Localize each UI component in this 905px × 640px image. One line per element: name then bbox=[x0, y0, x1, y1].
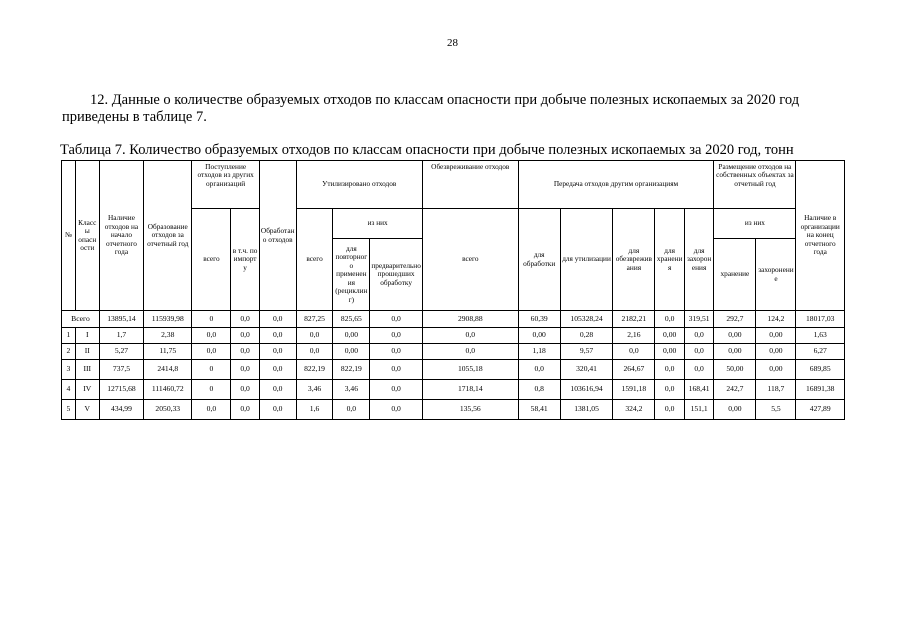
row-num: 1 bbox=[62, 328, 76, 344]
header-class: Классы опасности bbox=[75, 161, 99, 311]
intro-paragraph bbox=[62, 92, 852, 126]
table-cell: 0,00 bbox=[714, 344, 756, 360]
table-cell: 0,0 bbox=[370, 400, 423, 420]
table-cell: 0,0 bbox=[259, 400, 296, 420]
row-class: V bbox=[75, 400, 99, 420]
table-cell: 105328,24 bbox=[560, 311, 613, 328]
header-received-total: всего bbox=[192, 209, 231, 311]
table-cell: 0,8 bbox=[518, 380, 560, 400]
table-cell: 2,16 bbox=[613, 328, 655, 344]
table-cell: 822,19 bbox=[333, 360, 370, 380]
table-cell: 0,0 bbox=[655, 380, 684, 400]
table-cell: 118,7 bbox=[756, 380, 796, 400]
header-end: Наличие в организации на конец отчетного года bbox=[796, 161, 845, 311]
table-cell: 0 bbox=[192, 311, 231, 328]
table-cell: 0,00 bbox=[714, 328, 756, 344]
table-row bbox=[62, 400, 845, 420]
header-utilized-total: всего bbox=[296, 209, 333, 311]
table-cell: 0,0 bbox=[422, 344, 518, 360]
table-cell: 1718,14 bbox=[422, 380, 518, 400]
table-cell: 320,41 bbox=[560, 360, 613, 380]
table-cell: 1,7 bbox=[99, 328, 143, 344]
table-cell: 825,65 bbox=[333, 311, 370, 328]
table-cell: 0,0 bbox=[684, 360, 713, 380]
header-transferred: Передача отходов другим организациям bbox=[518, 161, 714, 209]
table-cell: 319,51 bbox=[684, 311, 713, 328]
header-tr-burial: для захоронения bbox=[684, 209, 713, 311]
table-cell: 0,0 bbox=[231, 380, 259, 400]
table-cell: 292,7 bbox=[714, 311, 756, 328]
table-cell: 103616,94 bbox=[560, 380, 613, 400]
table-cell: 13895,14 bbox=[99, 311, 143, 328]
table-cell: 0,0 bbox=[370, 380, 423, 400]
header-neutralized-total: всего bbox=[422, 209, 518, 311]
table-cell: 1,18 bbox=[518, 344, 560, 360]
table-cell: 3,46 bbox=[333, 380, 370, 400]
header-tr-neutralization: для обезвреживания bbox=[613, 209, 655, 311]
header-received: Поступление отходов из других организаций bbox=[192, 161, 259, 209]
table-cell: 0,0 bbox=[231, 360, 259, 380]
header-tr-processing: для обработки bbox=[518, 209, 560, 311]
table-cell: 0,0 bbox=[518, 360, 560, 380]
table-cell: 0,0 bbox=[655, 360, 684, 380]
table-cell: 0,00 bbox=[655, 344, 684, 360]
header-start: Наличие отходов на начало отчетного года bbox=[99, 161, 143, 311]
table-cell: 0,0 bbox=[259, 344, 296, 360]
table-cell: 16891,38 bbox=[796, 380, 845, 400]
table-cell: 0,00 bbox=[333, 344, 370, 360]
table-cell: 11,75 bbox=[144, 344, 192, 360]
table-cell: 2182,21 bbox=[613, 311, 655, 328]
table-cell: 0,0 bbox=[259, 380, 296, 400]
table-cell: 1591,18 bbox=[613, 380, 655, 400]
header-tr-storage: для хранения bbox=[655, 209, 684, 311]
table-cell: 168,41 bbox=[684, 380, 713, 400]
table-cell: 0,0 bbox=[370, 360, 423, 380]
total-row bbox=[62, 311, 845, 328]
table-cell: 0,0 bbox=[231, 328, 259, 344]
row-num: 3 bbox=[62, 360, 76, 380]
table-cell: 0,00 bbox=[756, 328, 796, 344]
row-num: 2 bbox=[62, 344, 76, 360]
table-row bbox=[62, 344, 845, 360]
table-cell: 115939,98 bbox=[144, 311, 192, 328]
table-cell: 5,27 bbox=[99, 344, 143, 360]
header-utilized-of-them: из них bbox=[333, 209, 422, 239]
total-label: Всего bbox=[62, 311, 100, 328]
header-placement-of-them: из них bbox=[714, 209, 796, 239]
header-neutralized: Обезвреживание отходов bbox=[422, 161, 518, 209]
row-num: 5 bbox=[62, 400, 76, 420]
header-processed: Обработано отходов bbox=[259, 161, 296, 311]
table-cell: 111460,72 bbox=[144, 380, 192, 400]
table-row bbox=[62, 380, 845, 400]
table-caption: Таблица 7. Количество образуемых отходов по классам опасности при добыче полезных ископаемых за 2020 год, тонн bbox=[60, 142, 794, 158]
table-cell: 0,00 bbox=[655, 328, 684, 344]
table-cell: 9,57 bbox=[560, 344, 613, 360]
header-utilized: Утилизировано отходов bbox=[296, 161, 422, 209]
table-cell: 0,0 bbox=[370, 344, 423, 360]
table-cell: 135,56 bbox=[422, 400, 518, 420]
table-cell: 58,41 bbox=[518, 400, 560, 420]
table-cell: 0,0 bbox=[192, 328, 231, 344]
table-cell: 0,0 bbox=[259, 311, 296, 328]
table-row bbox=[62, 360, 845, 380]
header-placement-storage: хранение bbox=[714, 239, 756, 311]
table-cell: 1,6 bbox=[296, 400, 333, 420]
table-cell: 1381,05 bbox=[560, 400, 613, 420]
table-cell: 151,1 bbox=[684, 400, 713, 420]
table-cell: 0,0 bbox=[231, 400, 259, 420]
table-cell: 2414,8 bbox=[144, 360, 192, 380]
table-cell: 0 bbox=[192, 380, 231, 400]
header-formed: Образование отходов за отчетный год bbox=[144, 161, 192, 311]
table-cell: 689,85 bbox=[796, 360, 845, 380]
table-cell: 0,0 bbox=[333, 400, 370, 420]
table-cell: 0,0 bbox=[231, 311, 259, 328]
header-placement: Размещение отходов на собственных объектах за отчетный год bbox=[714, 161, 796, 209]
table-cell: 0,0 bbox=[192, 344, 231, 360]
row-class: I bbox=[75, 328, 99, 344]
table-cell: 0,0 bbox=[684, 344, 713, 360]
table-cell: 827,25 bbox=[296, 311, 333, 328]
header-tr-utilization: для утилизации bbox=[560, 209, 613, 311]
intro-paragraph-text: 12. Данные о количестве образуемых отходов по классам опасности при добыче полезных ископаемых за 2020 год приведены в таблице 7. bbox=[62, 92, 800, 125]
table-cell: 0,0 bbox=[655, 400, 684, 420]
table-cell: 0,0 bbox=[259, 360, 296, 380]
header-utilized-recycling: для повторного применения (рециклинг) bbox=[333, 239, 370, 311]
table-cell: 2050,33 bbox=[144, 400, 192, 420]
table-cell: 5,5 bbox=[756, 400, 796, 420]
table-cell: 0,0 bbox=[231, 344, 259, 360]
table-cell: 0,00 bbox=[714, 400, 756, 420]
table-cell: 0,0 bbox=[296, 328, 333, 344]
table-cell: 0,28 bbox=[560, 328, 613, 344]
table-cell: 124,2 bbox=[756, 311, 796, 328]
header-num: № bbox=[62, 161, 76, 311]
table-cell: 6,27 bbox=[796, 344, 845, 360]
table-cell: 2,38 bbox=[144, 328, 192, 344]
table-cell: 737,5 bbox=[99, 360, 143, 380]
table-cell: 324,2 bbox=[613, 400, 655, 420]
table-cell: 0 bbox=[192, 360, 231, 380]
table-cell: 2908,88 bbox=[422, 311, 518, 328]
row-num: 4 bbox=[62, 380, 76, 400]
header-received-import: в т.ч. по импорту bbox=[231, 209, 259, 311]
table-cell: 0,00 bbox=[756, 344, 796, 360]
table-cell: 242,7 bbox=[714, 380, 756, 400]
table-cell: 0,0 bbox=[259, 328, 296, 344]
header-utilized-preprocessing: предварительно прошедших обработку bbox=[370, 239, 423, 311]
table-cell: 0,0 bbox=[684, 328, 713, 344]
table-cell: 0,00 bbox=[756, 360, 796, 380]
table-cell: 434,99 bbox=[99, 400, 143, 420]
table-cell: 0,00 bbox=[333, 328, 370, 344]
table-cell: 0,00 bbox=[518, 328, 560, 344]
table-cell: 12715,68 bbox=[99, 380, 143, 400]
table-cell: 0,0 bbox=[296, 344, 333, 360]
table-cell: 264,67 bbox=[613, 360, 655, 380]
header-placement-burial: захоронение bbox=[756, 239, 796, 311]
table-cell: 1,63 bbox=[796, 328, 845, 344]
waste-table bbox=[61, 160, 845, 420]
row-class: III bbox=[75, 360, 99, 380]
table-cell: 3,46 bbox=[296, 380, 333, 400]
table-cell: 1055,18 bbox=[422, 360, 518, 380]
table-cell: 18017,03 bbox=[796, 311, 845, 328]
table-cell: 0,0 bbox=[370, 311, 423, 328]
table-row bbox=[62, 328, 845, 344]
row-class: II bbox=[75, 344, 99, 360]
table-cell: 0,0 bbox=[192, 400, 231, 420]
table-cell: 0,0 bbox=[613, 344, 655, 360]
table-cell: 50,00 bbox=[714, 360, 756, 380]
table-cell: 822,19 bbox=[296, 360, 333, 380]
table-cell: 427,89 bbox=[796, 400, 845, 420]
table-cell: 0,0 bbox=[655, 311, 684, 328]
table-cell: 60,39 bbox=[518, 311, 560, 328]
page-number: 28 bbox=[447, 37, 458, 49]
row-class: IV bbox=[75, 380, 99, 400]
table-cell: 0,0 bbox=[370, 328, 423, 344]
table-cell: 0,0 bbox=[422, 328, 518, 344]
